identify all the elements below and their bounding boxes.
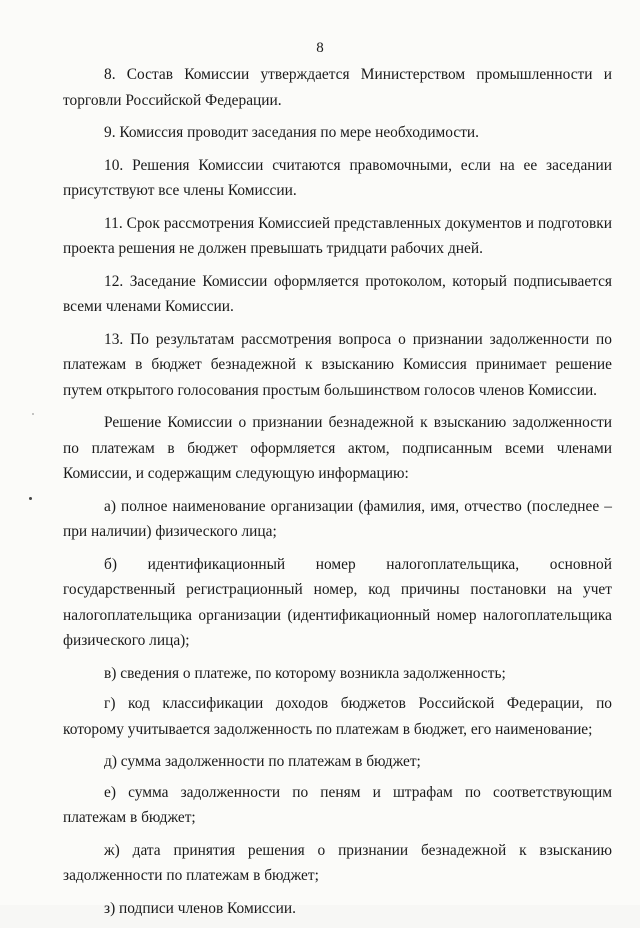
paragraph-12: 12. Заседание Комиссии оформляется протоколом, который подписывается всеми членами Комиссии. (63, 272, 612, 315)
list-item-a: а) полное наименование организации (фамилия, имя, отчество (последнее – при наличии) физического лица; (63, 497, 612, 540)
list-item-g: г) код классификации доходов бюджетов Российской Федерации, по которому учитывается задолженность по платежам в бюджет, его наименование; (63, 695, 612, 738)
document-body (63, 62, 612, 928)
page-number: 8 (316, 40, 324, 56)
paragraph-8: 8. Состав Комиссии утверждается Министерством промышленности и торговли Российской Федерации. (63, 66, 612, 109)
paragraph-9: 9. Комиссия проводит заседания по мере необходимости. (104, 124, 480, 141)
list-item-v: в) сведения о платеже, по которому возникла задолженность; (104, 664, 506, 682)
scan-speck (32, 413, 34, 415)
paragraph-10: 10. Решения Комиссии считаются правомочными, если на ее заседании присутствуют все члены Комиссии. (63, 156, 612, 199)
list-item-zh: ж) дата принятия решения о признании безнадежной к взысканию задолженности по платежам в бюджет; (63, 841, 612, 884)
list-item-b: б) идентификационный номер налогоплательщика, основной государственный регистрационный номер, код причины постановки на учет налогоплательщика организации (идентификационный номер налогоплательщика физического лица); (63, 555, 612, 649)
paragraph-act-contents: Решение Комиссии о признании безнадежной к взысканию задолженности по платежам в бюджет оформляется актом, подписанным всеми членами Комиссии, и содержащим следующую информацию: (63, 414, 612, 482)
list-item-z: з) подписи членов Комиссии. (104, 899, 296, 917)
paragraph-11: 11. Срок рассмотрения Комиссией представленных документов и подготовки проекта решения не должен превышать тридцати рабочих дней. (63, 214, 612, 257)
scan-speck (29, 497, 32, 500)
list-item-e: е) сумма задолженности по пеням и штрафам по соответствующим платежам в бюджет; (63, 783, 612, 826)
list-item-d: д) сумма задолженности по платежам в бюджет; (104, 753, 421, 770)
paragraph-13: 13. По результатам рассмотрения вопроса о признании задолженности по платежам в бюджет безнадежной к взысканию Комиссия принимает решение путем открытого голосования простым большинством голосов членов Комиссии. (63, 330, 612, 399)
